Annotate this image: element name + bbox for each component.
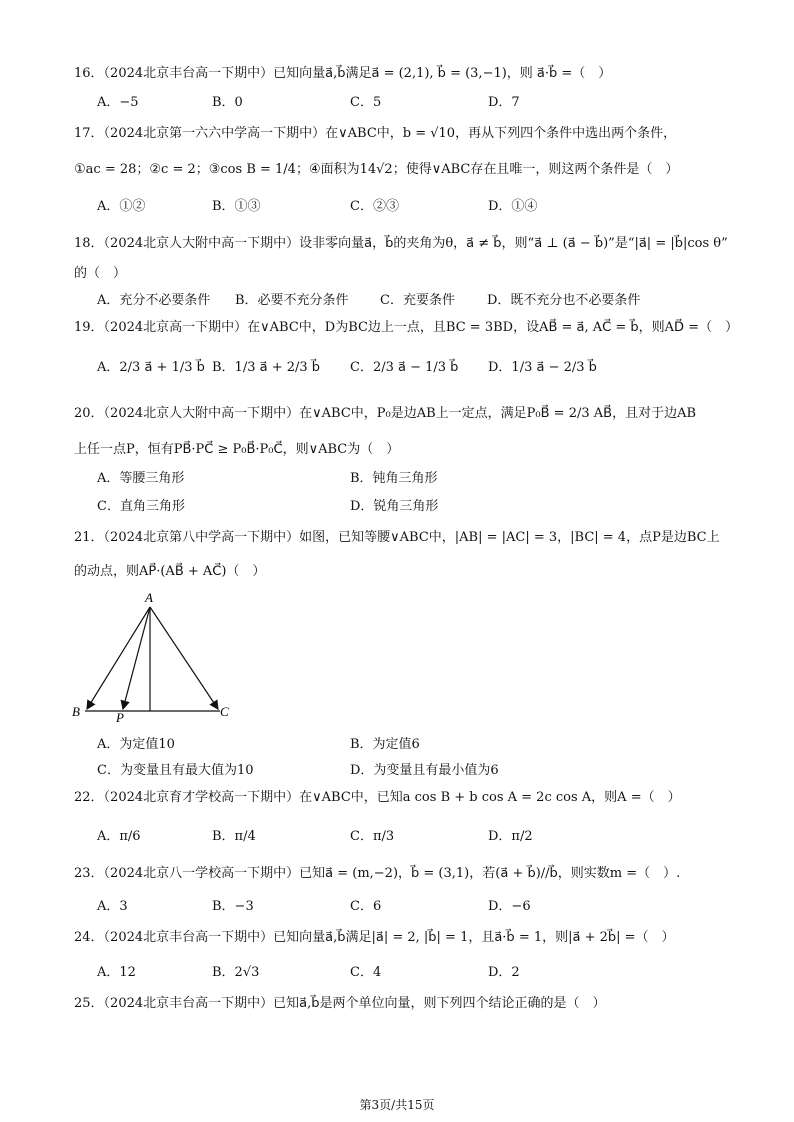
label-p: P (116, 710, 124, 722)
question-20-stem: 20．（2024北京人大附中高一下期中）在∨ABC中，P₀是边AB上一定点，满足P₀B⃗ = 2/3 AB⃗，且对于边AB (74, 406, 697, 421)
option-a[interactable]: A．充分不必要条件 (97, 293, 211, 308)
option-c[interactable]: C．为变量且有最大值为10 (97, 763, 254, 778)
option-b[interactable]: B．π/4 (212, 829, 256, 844)
option-b[interactable]: B．必要不充分条件 (235, 293, 349, 308)
option-b[interactable]: B．−3 (212, 899, 254, 914)
option-c[interactable]: C．6 (350, 899, 382, 914)
option-c[interactable]: C．5 (350, 95, 382, 110)
question-17-options (97, 196, 724, 220)
question-20-options-row2 (97, 496, 724, 520)
label-a: A (145, 592, 153, 605)
question-22-stem: 22．（2024北京育才学校高一下期中）在∨ABC中，已知a cos B + b cos A = 2c cos A，则A =（ ） (74, 790, 681, 805)
option-c[interactable]: C．4 (350, 965, 382, 980)
question-24-stem: 24．（2024北京丰台高一下期中）已知向量a⃗,b⃗满足|a⃗| = 2, |b⃗| = 1，且a⃗·b⃗ = 1，则|a⃗ + 2b⃗| =（ ） (74, 930, 675, 945)
question-20-stem-cont: 上任一点P，恒有PB⃗·PC⃗ ≥ P₀B⃗·P₀C⃗，则∨ABC为（ ） (74, 442, 400, 457)
question-17-stem-cont: ①ac = 28；②c = 2；③cos B = 1/4；④面积为14√2；使得∨ABC存在且唯一，则这两个条件是（ ） (74, 162, 679, 177)
option-c[interactable]: C．直角三角形 (97, 499, 185, 514)
question-18-stem: 18．（2024北京人大附中高一下期中）设非零向量a⃗，b⃗的夹角为θ，a⃗ ≠ b⃗，则“a⃗ ⊥ (a⃗ − b⃗)”是“|a⃗| = |b⃗|cos θ” (74, 236, 728, 251)
label-b: B (72, 704, 80, 719)
question-18-stem-cont: 的（ ） (74, 266, 127, 281)
question-24-options (97, 962, 724, 986)
option-d[interactable]: D．锐角三角形 (350, 499, 439, 514)
option-b[interactable]: B．2√3 (212, 965, 260, 980)
triangle-diagram (70, 592, 240, 722)
option-d[interactable]: D．2 (488, 965, 520, 980)
vector-ab (87, 607, 150, 709)
option-b[interactable]: B．钝角三角形 (350, 471, 438, 486)
option-b[interactable]: B．0 (212, 95, 243, 110)
option-d[interactable]: D．①④ (488, 199, 538, 214)
question-21-options-row1 (97, 734, 724, 758)
question-21-stem: 21．（2024北京第八中学高一下期中）如图，已知等腰∨ABC中，|AB| = |AC| = 3，|BC| = 4，点P是边BC上 (74, 530, 720, 545)
option-a[interactable]: A．①② (97, 199, 146, 214)
question-19-options (97, 357, 724, 381)
question-20-options-row1 (97, 468, 724, 492)
option-d[interactable]: D．既不充分也不必要条件 (487, 293, 641, 308)
vector-ac (150, 607, 218, 709)
question-22-options (97, 826, 724, 850)
question-19-stem: 19．（2024北京高一下期中）在∨ABC中，D为BC边上一点，且BC = 3BD，设AB⃗ = a⃗, AC⃗ = b⃗，则AD⃗ =（ ） (74, 320, 739, 335)
option-c[interactable]: C．π/3 (350, 829, 395, 844)
option-b[interactable]: B．①③ (212, 199, 261, 214)
question-25-stem: 25．（2024北京丰台高一下期中）已知a⃗,b⃗是两个单位向量，则下列四个结论正确的是（ ） (74, 996, 606, 1011)
question-17-stem: 17．（2024北京第一六六中学高一下期中）在∨ABC中，b = √10，再从下列四个条件中选出两个条件， (74, 126, 677, 141)
option-a[interactable]: A．为定值10 (97, 737, 175, 752)
option-c[interactable]: C．②③ (350, 199, 399, 214)
question-21-stem-cont: 的动点，则AP⃗·(AB⃗ + AC⃗)（ ） (74, 564, 266, 579)
vector-ap (123, 607, 150, 709)
option-d[interactable]: D．1/3 a⃗ − 2/3 b⃗ (488, 360, 597, 375)
option-d[interactable]: D．7 (488, 95, 520, 110)
question-16-options (97, 92, 724, 116)
question-23-options (97, 896, 724, 920)
option-d[interactable]: D．π/2 (488, 829, 533, 844)
option-c[interactable]: C．充要条件 (380, 293, 455, 308)
option-c[interactable]: C．2/3 a⃗ − 1/3 b⃗ (350, 360, 459, 375)
isosceles-triangle-figure (70, 592, 240, 722)
question-16-stem: 16．（2024北京丰台高一下期中）已知向量a⃗,b⃗满足a⃗ = (2,1), b⃗ = (3,−1)，则 a⃗·b⃗ =（ ） (74, 66, 612, 81)
option-a[interactable]: A．−5 (97, 95, 139, 110)
question-18-options (97, 290, 724, 314)
label-c: C (220, 704, 229, 719)
page-footer: 第3页/共15页 (359, 1098, 435, 1112)
option-a[interactable]: A．3 (97, 899, 128, 914)
option-a[interactable]: A．12 (97, 965, 136, 980)
option-a[interactable]: A．π/6 (97, 829, 141, 844)
option-b[interactable]: B．1/3 a⃗ + 2/3 b⃗ (212, 360, 321, 375)
option-a[interactable]: A．等腰三角形 (97, 471, 185, 486)
option-d[interactable]: D．−6 (488, 899, 531, 914)
question-23-stem: 23．（2024北京八一学校高一下期中）已知a⃗ = (m,−2)，b⃗ = (3,1)，若(a⃗ + b⃗)//b⃗，则实数m =（ ）. (74, 866, 681, 881)
question-21-options-row2 (97, 760, 724, 784)
option-b[interactable]: B．为定值6 (350, 737, 420, 752)
option-a[interactable]: A．2/3 a⃗ + 1/3 b⃗ (97, 360, 205, 375)
option-d[interactable]: D．为变量且有最小值为6 (350, 763, 499, 778)
